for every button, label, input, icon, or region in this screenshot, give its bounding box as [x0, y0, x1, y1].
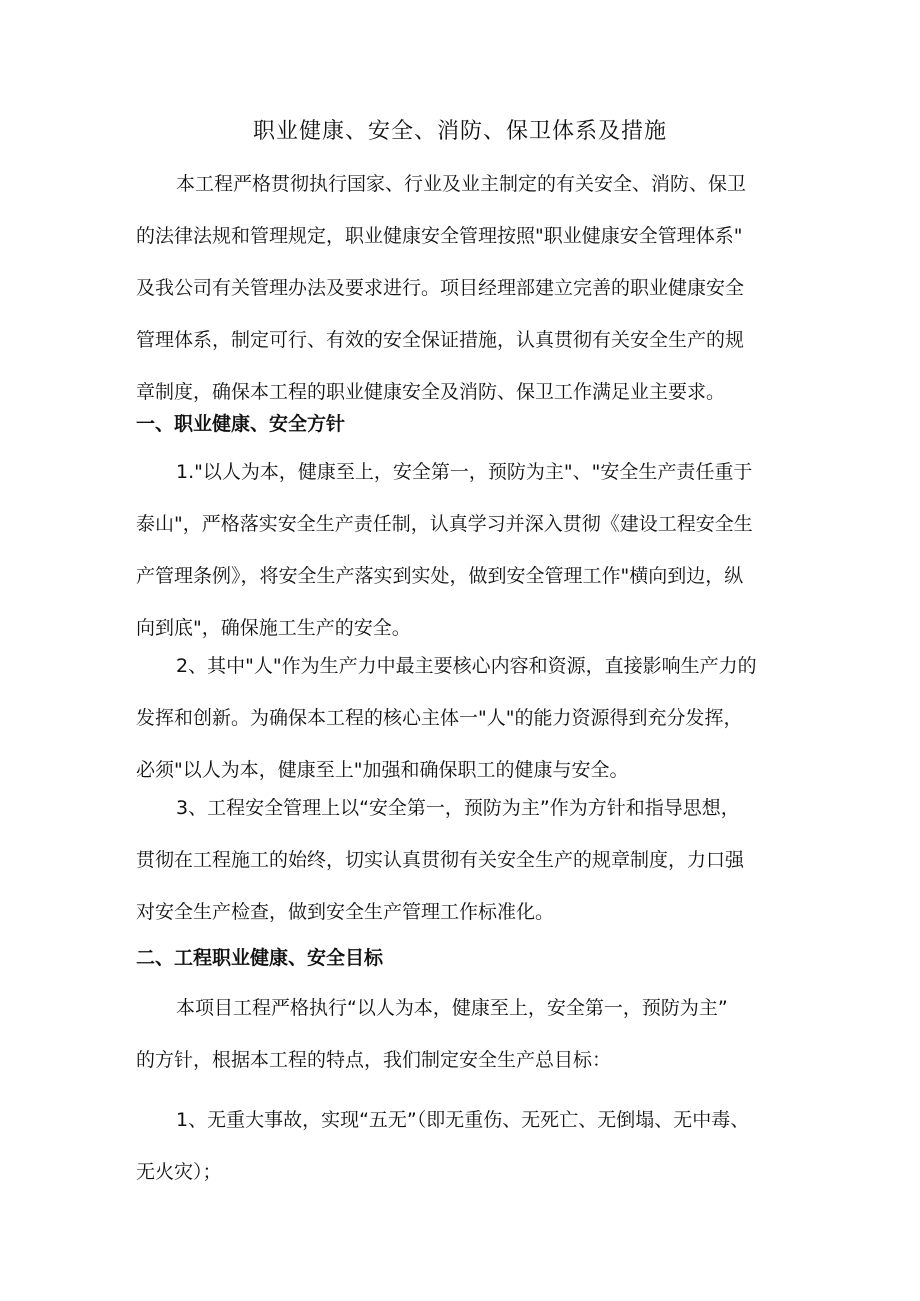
intro-line: 章制度，确保本工程的职业健康安全及消防、保卫工作满足业主要求。: [136, 381, 726, 403]
item-line: 向到底"，确保施工生产的安全。: [136, 617, 411, 639]
section-2-heading: 二、工程职业健康、安全目标: [136, 947, 384, 969]
intro-line: 管理体系，制定可行、有效的安全保证措施，认真贯彻有关安全生产的规: [136, 329, 745, 351]
item-line: 无火灾）；: [136, 1161, 222, 1183]
item-line: 泰山"，严格落实安全生产责任制，认真学习并深入贯彻《建设工程安全生: [136, 513, 753, 535]
item-line: 2、其中"人"作为生产力中最主要核心内容和资源，直接影响生产力的: [176, 655, 757, 677]
item-line: 贯彻在工程施工的始终，切实认真贯彻有关安全生产的规章制度，力口强: [136, 849, 745, 871]
section-1-heading: 一、职业健康、安全方针: [136, 413, 346, 435]
item-line: 3、工程安全管理上以“安全第一，预防为主”作为方针和指导思想，: [176, 797, 740, 819]
intro-paragraph: [136, 158, 784, 418]
section-1-item-2: [136, 640, 784, 796]
item-line: 发挥和创新。为确保本工程的核心主体一"人"的能力资源得到充分发挥，: [136, 707, 743, 729]
intro-line: 的法律法规和管理规定，职业健康安全管理按照"职业健康安全管理体系": [136, 225, 743, 247]
section-2-item-1: [136, 1094, 784, 1198]
item-line: 必须"以人为本，健康至上"加强和确保职工的健康与安全。: [136, 759, 629, 781]
section-2-paragraph: [136, 982, 784, 1086]
item-line: 对安全生产检查，做到安全生产管理工作标准化。: [136, 901, 555, 923]
section-1-item-3: [136, 782, 784, 938]
document-title: 职业健康、安全、消防、保卫体系及措施: [252, 119, 667, 144]
paragraph-line: 的方针，根据本工程的特点，我们制定安全生产总目标：: [136, 1049, 612, 1071]
intro-line: 本工程严格贯彻执行国家、行业及业主制定的有关安全、消防、保卫: [176, 173, 747, 195]
section-1-item-1: [136, 446, 784, 654]
item-line: 产管理条例》，将安全生产落实到实处，做到安全管理工作"横向到边，纵: [136, 565, 744, 587]
paragraph-line: 本项目工程严格执行“以人为本，健康至上，安全第一，预防为主”: [176, 997, 728, 1019]
intro-line: 及我公司有关管理办法及要求进行。项目经理部建立完善的职业健康安全: [136, 277, 745, 299]
item-line: 1."以人为本，健康至上，安全第一，预防为主"、"安全生产责任重于: [176, 461, 753, 483]
item-line: 1、无重大事故，实现“五无”（即无重伤、无死亡、无倒塌、无中毒、: [176, 1109, 750, 1131]
